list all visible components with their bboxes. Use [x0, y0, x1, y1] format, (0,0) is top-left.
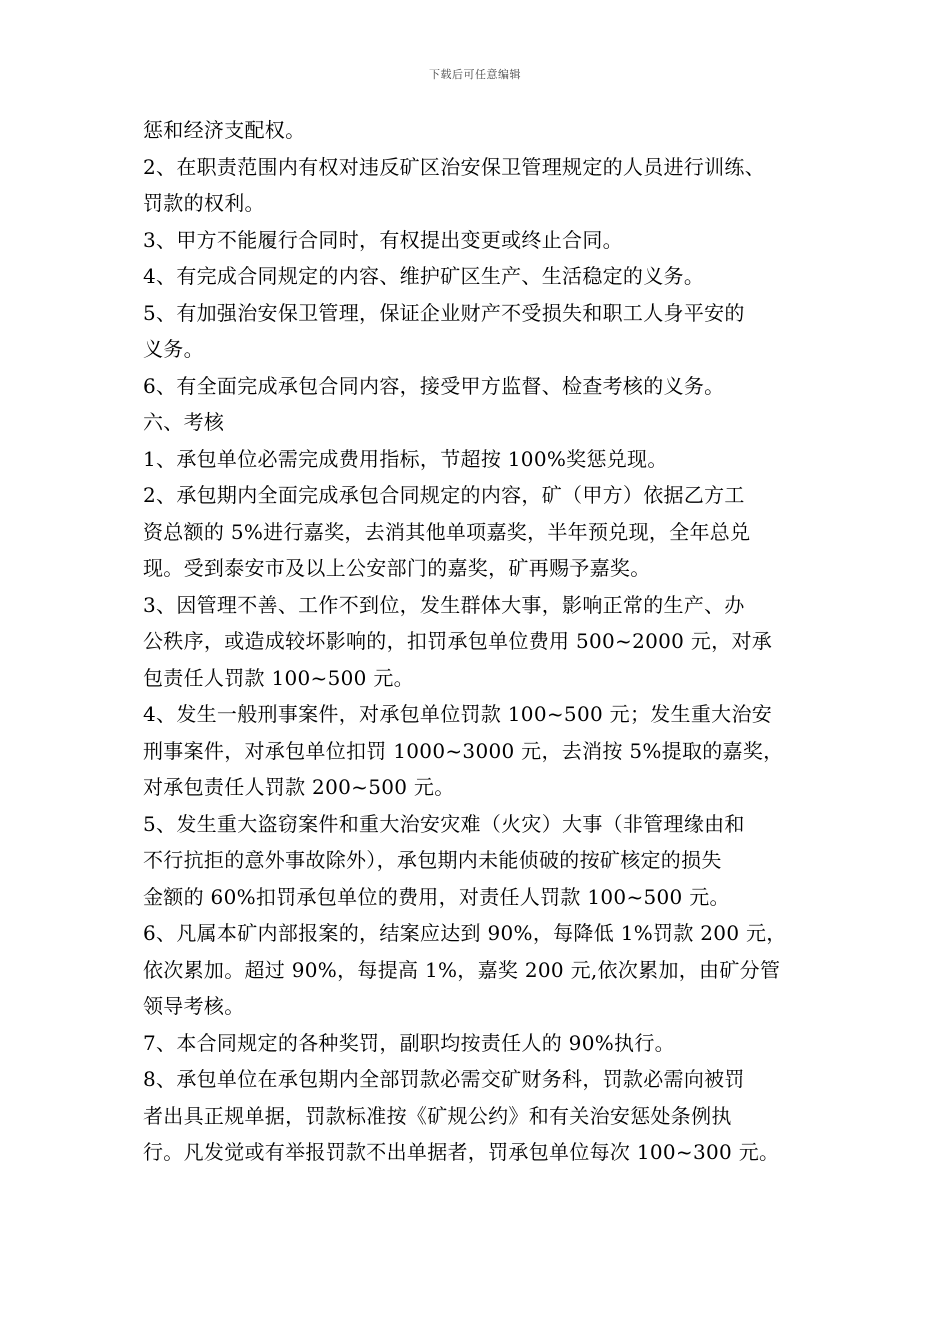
- text-line: 包责任人罚款 100~500 元。: [143, 665, 414, 690]
- text-line: 2、承包期内全面完成承包合同规定的内容，矿（甲方）依据乙方工: [143, 483, 745, 507]
- text-line: 惩和经济支配权。: [143, 118, 306, 142]
- text-line: 行。凡发觉或有举报罚款不出单据者，罚承包单位每次 100~300 元。: [143, 1140, 780, 1164]
- text-line: 5、发生重大盗窃案件和重大治安灾难（火灾）大事（非管理缘由和: [143, 811, 745, 836]
- text-line: 不行抗拒的意外事故除外），承包期内未能侦破的按矿核定的损失: [143, 848, 722, 872]
- text-line: 罚款的权利。: [143, 191, 265, 215]
- document-body: [143, 112, 833, 1171]
- text-line: 6、凡属本矿内部报案的，结案应达到 90%，每降低 1%罚款 200 元，: [143, 921, 787, 945]
- text-line: 2、在职责范围内有权对违反矿区治安保卫管理规定的人员进行训练、: [143, 154, 766, 179]
- text-line: 7、本合同规定的各种奖罚，副职均按责任人的 90%执行。: [143, 1030, 675, 1055]
- text-line: 金额的 60%扣罚承包单位的费用，对责任人罚款 100~500 元。: [143, 884, 730, 909]
- text-line: 依次累加。超过 90%，每提高 1%，嘉奖 200 元,依次累加，由矿分管: [143, 957, 781, 982]
- text-line: 1、承包单位必需完成费用指标，节超按 100%奖惩兑现。: [143, 446, 668, 471]
- page-header: 下载后可任意编辑: [429, 68, 521, 81]
- text-line: 资总额的 5%进行嘉奖，去消其他单项嘉奖，半年预兑现，全年总兑: [143, 519, 751, 544]
- text-line: 4、发生一般刑事案件，对承包单位罚款 100~500 元；发生重大治安: [143, 702, 773, 726]
- text-line: 对承包责任人罚款 200~500 元。: [143, 775, 455, 799]
- text-line: 3、甲方不能履行合同时，有权提出变更或终止合同。: [143, 227, 623, 252]
- text-line: 5、有加强治安保卫管理，保证企业财产不受损失和职工人身平安的: [143, 300, 745, 325]
- text-line: 4、有完成合同规定的内容、维护矿区生产、生活稳定的义务。: [143, 264, 705, 288]
- section-heading: 六、考核: [143, 410, 225, 434]
- text-line: 义务。: [143, 337, 204, 361]
- text-line: 公秩序，或造成较坏影响的，扣罚承包单位费用 500~2000 元，对承: [143, 629, 773, 653]
- text-line: 领导考核。: [143, 994, 245, 1018]
- text-line: 现。受到泰安市及以上公安部门的嘉奖，矿再赐予嘉奖。: [143, 556, 651, 580]
- text-line: 刑事案件，对承包单位扣罚 1000~3000 元，去消按 5%提取的嘉奖，: [143, 738, 784, 763]
- text-line: 者出具正规单据，罚款标准按《矿规公约》和有关治安惩处条例执: [143, 1103, 732, 1128]
- text-line: 3、因管理不善、工作不到位，发生群体大事，影响正常的生产、办: [143, 592, 745, 617]
- text-line: 8、承包单位在承包期内全部罚款必需交矿财务科，罚款必需向被罚: [143, 1067, 745, 1091]
- text-line: 6、有全面完成承包合同内容，接受甲方监督、检查考核的义务。: [143, 373, 725, 398]
